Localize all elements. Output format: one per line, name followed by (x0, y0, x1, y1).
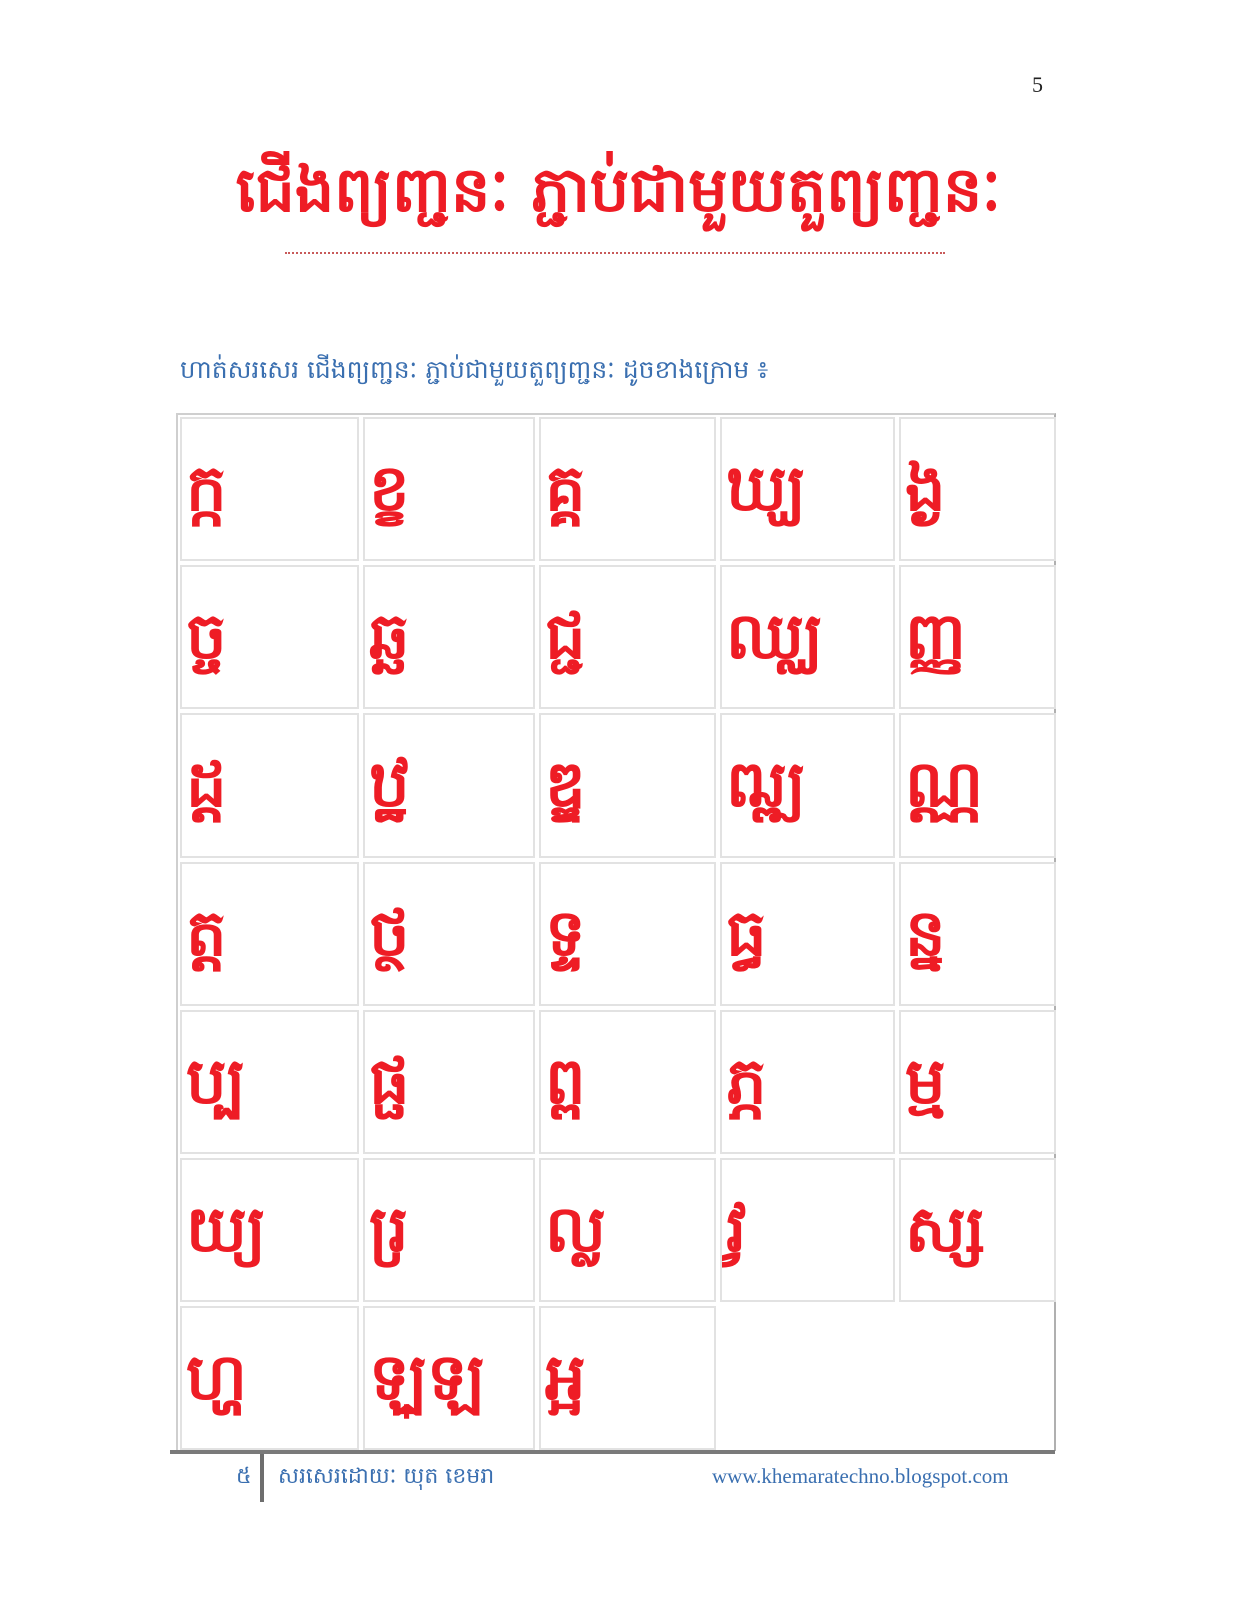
grid-cell (899, 565, 1056, 709)
grid-cell (720, 1306, 895, 1450)
grid-cell (899, 1010, 1056, 1154)
letter-cluster: ក្ក (186, 452, 227, 527)
footer-author: សរសេរដោយៈ យុត ខេមរា (278, 1464, 495, 1489)
grid-cell (180, 565, 359, 709)
footer-vertical-bar (260, 1454, 264, 1502)
letter-cluster: ល្ល (545, 1193, 606, 1268)
grid-cell (899, 713, 1056, 857)
letter-cluster: អ្អ (545, 1341, 586, 1416)
letter-cluster: យ្យ (186, 1193, 266, 1268)
grid-cell (539, 417, 716, 561)
letter-cluster: ដ្ដ (186, 748, 227, 823)
grid-cell (180, 713, 359, 857)
grid-cell (180, 1306, 359, 1450)
letter-cluster: ព្ព (545, 1044, 586, 1119)
page-title: ជើងព្យញ្ជនៈ ភ្ជាប់ជាមួយតួព្យញ្ជនៈ (235, 153, 1002, 226)
title-dotted-underline (285, 252, 945, 254)
grid-cell (363, 1306, 535, 1450)
grid-cell (720, 565, 895, 709)
letter-cluster: ឌ្ឌ (545, 748, 586, 823)
grid-cell (899, 862, 1056, 1006)
letter-cluster: ប្ប (186, 1044, 246, 1119)
footer-page-number: ៥ (236, 1464, 252, 1489)
letter-cluster: ទ្ទ (545, 896, 586, 971)
footer-url[interactable]: www.khemaratechno.blogspot.com (712, 1464, 1009, 1488)
letter-cluster: ច្ច (186, 600, 227, 675)
grid-cell (539, 1158, 716, 1302)
letter-cluster: ស្ស (905, 1193, 985, 1268)
grid-cell (899, 1158, 1056, 1302)
grid-cell (180, 862, 359, 1006)
letter-cluster: ម្ម (905, 1044, 946, 1119)
grid-cell (720, 862, 895, 1006)
grid-cell (899, 417, 1056, 561)
letter-cluster: ឃ្ឃ (726, 452, 806, 527)
grid-cell (180, 417, 359, 561)
letter-cluster: វ្វ (726, 1193, 747, 1268)
letter-cluster: ផ្ផ (369, 1044, 410, 1119)
letter-cluster: ឍ្ឍ (726, 748, 806, 823)
grid-cell (720, 1010, 895, 1154)
grid-cell (539, 713, 716, 857)
grid-cell (363, 1158, 535, 1302)
letter-cluster: ជ្ជ (545, 600, 586, 675)
letter-cluster: ខ្ខ (369, 452, 410, 527)
letter-cluster: ឆ្ឆ (369, 600, 410, 675)
letter-cluster: គ្គ (545, 452, 586, 527)
letter-cluster: ង្ង (905, 452, 946, 527)
letter-cluster: ញ្ញ (905, 600, 966, 675)
grid-cell (720, 417, 895, 561)
footer-divider (170, 1450, 1055, 1454)
grid-cell (363, 713, 535, 857)
page-number: 5 (1032, 72, 1043, 97)
grid-cell (720, 713, 895, 857)
grid-cell (363, 417, 535, 561)
grid-cell (363, 1010, 535, 1154)
letter-cluster: ឈ្ឈ (726, 600, 824, 675)
letter-cluster: ឡ្ឡ (369, 1341, 485, 1416)
letter-cluster: ហ្ហ (186, 1341, 247, 1416)
letter-cluster: ឋ្ឋ (369, 748, 410, 823)
grid-cell (539, 1010, 716, 1154)
grid-cell (363, 565, 535, 709)
grid-cell (539, 862, 716, 1006)
instruction-text: ហាត់សរសេរ ជើងព្យញ្ជនៈ ភ្ជាប់ជាមួយតួព្យញ្ជនៈ ដូចខាងក្រោម ៖ (180, 355, 769, 384)
grid-cell (899, 1306, 1056, 1450)
grid-cell (539, 1306, 716, 1450)
letter-cluster: រ្រ (369, 1193, 409, 1268)
grid-cell (180, 1158, 359, 1302)
letter-cluster: ថ្ថ (369, 896, 410, 971)
grid-cell (363, 862, 535, 1006)
letter-cluster: ណ្ណ (905, 748, 984, 823)
letter-grid (176, 413, 1056, 1451)
grid-cell (539, 565, 716, 709)
grid-cell (720, 1158, 895, 1302)
letter-cluster: ត្ត (186, 896, 227, 971)
letter-cluster: ធ្ធ (726, 896, 767, 971)
letter-cluster: ភ្ភ (726, 1044, 767, 1119)
grid-cell (180, 1010, 359, 1154)
letter-cluster: ន្ន (905, 896, 946, 971)
